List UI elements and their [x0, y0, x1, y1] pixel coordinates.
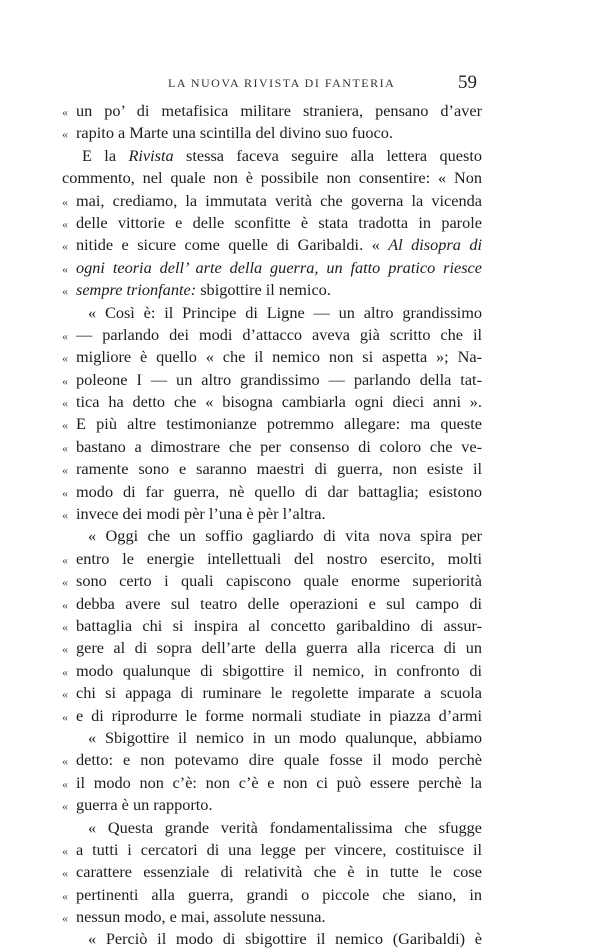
- quote-mark: «: [62, 709, 68, 724]
- quote-mark: «: [62, 127, 68, 142]
- text-line: « carattere essenziale di relatività che è in tutte le cose: [62, 861, 482, 883]
- text-line: « E più altre testimonianze potremmo allegare: ma queste: [62, 413, 482, 435]
- quote-mark: «: [62, 396, 68, 411]
- quote-mark: «: [62, 776, 68, 791]
- text-line: « poleone I — un altro grandissimo — parlando della tat-: [62, 369, 482, 391]
- quote-mark: «: [62, 552, 68, 567]
- running-title: LA NUOVA RIVISTA DI FANTERIA: [168, 76, 396, 90]
- page-header: [0, 72, 610, 100]
- quote-mark: «: [62, 911, 68, 926]
- text-line: « battaglia chi si inspira al concetto garibaldino di assur-: [62, 615, 482, 637]
- text-line: commento, nel quale non è possibile non consentire: « Non: [62, 168, 482, 188]
- quote-mark: «: [62, 597, 68, 612]
- quote-mark: «: [62, 440, 68, 455]
- quote-mark: «: [62, 642, 68, 657]
- quote-mark: «: [62, 463, 68, 478]
- quote-mark: «: [62, 575, 68, 590]
- quote-mark: «: [62, 194, 68, 209]
- quote-mark: «: [62, 418, 68, 433]
- quote-mark: «: [62, 888, 68, 903]
- quote-mark: «: [62, 866, 68, 881]
- text-line: « Così è: il Principe di Ligne — un altro grandissimo: [88, 302, 482, 322]
- text-line: « bastano a dimostrare che per consenso di coloro che ve-: [62, 436, 482, 458]
- text-line: « rapito a Marte una scintilla del divino suo fuoco.: [62, 122, 482, 144]
- text-line: « un po’ di metafisica militare straniera, pensano d’aver: [62, 100, 482, 122]
- quote-mark: «: [62, 508, 68, 523]
- quote-mark: «: [62, 373, 68, 388]
- text-line: « ogni teoria dell’ arte della guerra, un fatto pratico riesce: [62, 257, 482, 279]
- text-line: [62, 145, 482, 167]
- text-line: « Perciò il modo di sbigottire il nemico (Garibaldi) è: [88, 929, 482, 949]
- quote-mark: «: [62, 687, 68, 702]
- quote-mark: «: [62, 284, 68, 299]
- text-line: « tica ha detto che « bisogna cambiarla ogni dieci anni ».: [62, 391, 482, 413]
- text-line: « delle vittorie e delle sconfitte è stata tradotta in parole: [62, 212, 482, 234]
- text-line: « chi si appaga di ruminare le regolette imparate a scuola: [62, 682, 482, 704]
- quote-mark: «: [62, 351, 68, 366]
- text-line: « invece dei modi pèr l’una è pèr l’altra.: [62, 503, 482, 525]
- text-line: « — parlando dei modi d’attacco aveva già scritto che il: [62, 324, 482, 346]
- text-line: « a tutti i cercatori di una legge per vincere, costituisce il: [62, 839, 482, 861]
- text-line: « mai, crediamo, la immutata verità che governa la vicenda: [62, 190, 482, 212]
- text-line: « e di riprodurre le forme normali studiate in piazza d’armi: [62, 705, 482, 727]
- text-line: « Sbigottire il nemico in un modo qualunque, abbiamo: [88, 727, 482, 747]
- text-line: « il modo non c’è: non c’è e non ci può essere perchè la: [62, 772, 482, 794]
- text-line: « sempre trionfante: sbigottire il nemico.: [62, 279, 482, 301]
- quote-mark: «: [62, 664, 68, 679]
- quote-mark: «: [62, 216, 68, 231]
- text-line: « Oggi che un soffio gagliardo di vita nova spira per: [88, 526, 482, 546]
- quote-mark: «: [62, 799, 68, 814]
- quote-mark: «: [62, 261, 68, 276]
- rivista-line: E la Rivista stessa faceva seguire alla lettera questo: [82, 145, 482, 165]
- text-line: « modo qualunque di sbigottire il nemico, in confronto di: [62, 660, 482, 682]
- text-line: « nessun modo, e mai, assolute nessuna.: [62, 906, 482, 928]
- quote-mark: «: [62, 843, 68, 858]
- quote-mark: «: [62, 754, 68, 769]
- text-line: « modo di far guerra, nè quello di dar battaglia; esistono: [62, 481, 482, 503]
- text-line: « nitide e sicure come quelle di Garibaldi. « Al disopra di: [62, 234, 482, 256]
- quote-mark: «: [62, 485, 68, 500]
- body-text: [62, 100, 482, 951]
- text-line: « ramente sono e saranno maestri di guerra, non esiste il: [62, 458, 482, 480]
- text-line: « pertinenti alla guerra, grandi o piccole che siano, in: [62, 884, 482, 906]
- quote-mark: «: [62, 105, 68, 119]
- text-line: « guerra è un rapporto.: [62, 794, 482, 816]
- text-line: « detto: e non potevamo dire quale fosse il modo perchè: [62, 749, 482, 771]
- text-line: « entro le energie intellettuali del nostro esercito, molti: [62, 548, 482, 570]
- text-line: « gere al di sopra dell’arte della guerra alla ricerca di un: [62, 637, 482, 659]
- text-line: « migliore è quello « che il nemico non si aspetta »; Na-: [62, 346, 482, 368]
- text-line: « Questa grande verità fondamentalissima che sfugge: [88, 817, 482, 837]
- page-number: 59: [458, 72, 477, 93]
- text-line: « sono certo i quali capiscono quale enorme superiorità: [62, 570, 482, 592]
- quote-mark: «: [62, 328, 68, 343]
- text-line: « debba avere sul teatro delle operazioni e sul campo di: [62, 593, 482, 615]
- quote-mark: «: [62, 619, 68, 634]
- quote-mark: «: [62, 239, 68, 254]
